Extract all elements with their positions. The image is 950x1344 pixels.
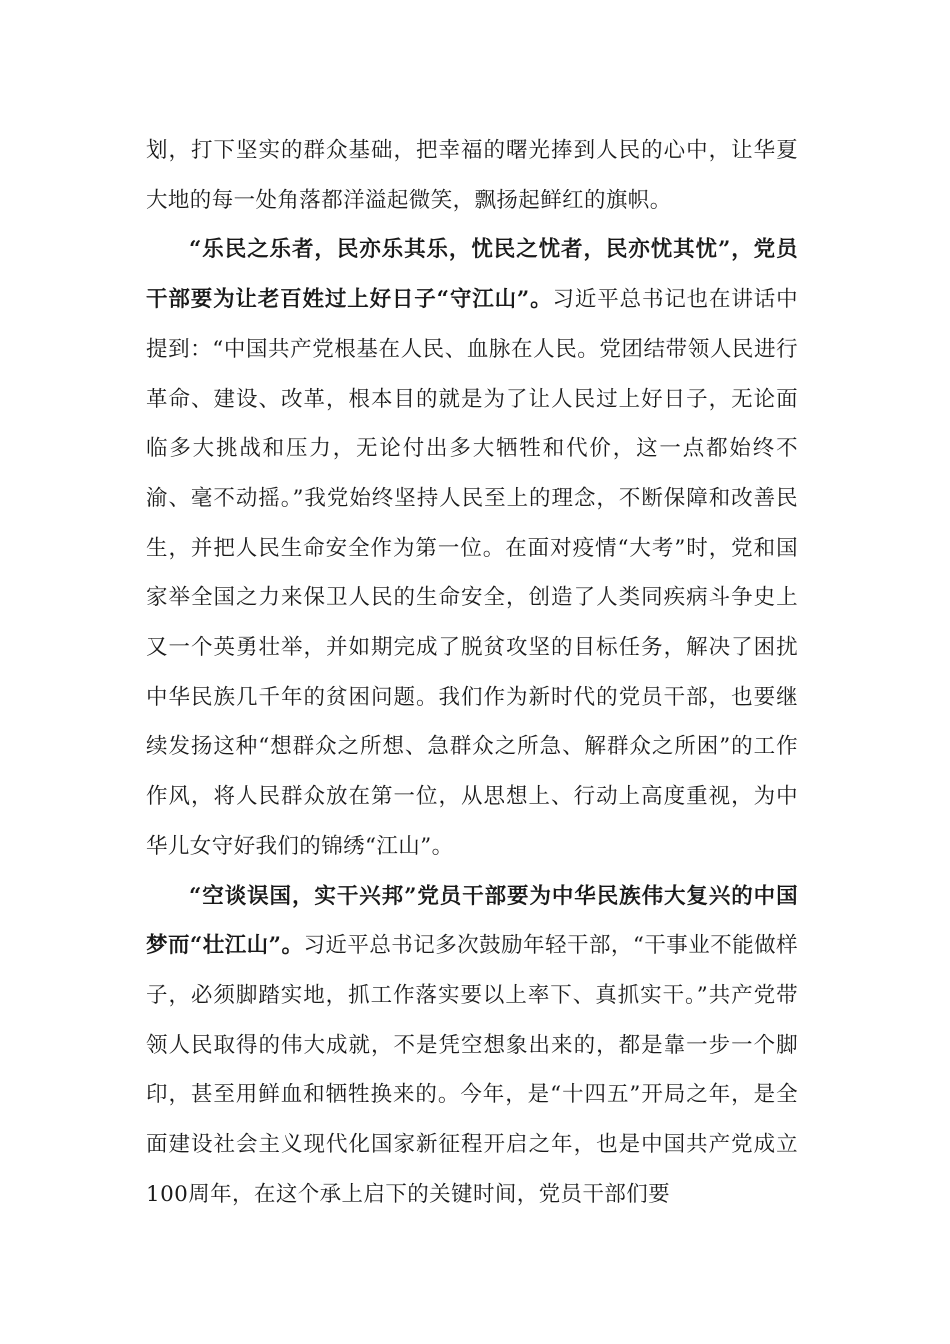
paragraph-1 <box>146 126 798 225</box>
paragraph-3-text: 习近平总书记多次鼓励年轻干部，“干事业不能做样子，必须脚踏实地，抓工作落实要以上率下、真抓实干。”共产党带领人民取得的伟大成就，不是凭空想象出来的，都是靠一步一个脚印，甚至用鲜血和牺牲换来的。今年，是“十四五”开局之年，是全面建设社会主义现代化国家新征程开启之年，也是中国共产党成立100周年，在这个承上启下的关键时间，党员干部们要 <box>146 933 798 1207</box>
paragraph-2-text: 习近平总书记也在讲话中提到：“中国共产党根基在人民、血脉在人民。党团结带领人民进行革命、建设、改革，根本目的就是为了让人民过上好日子，无论面临多大挑战和压力，无论付出多大牺牲和代价，这一点都始终不渝、毫不动摇。”我党始终坚持人民至上的理念，不断保障和改善民生，并把人民生命安全作为第一位。在面对疫情“大考”时，党和国家举全国之力来保卫人民的生命安全，创造了人类同疾病斗争史上又一个英勇壮举，并如期完成了脱贫攻坚的目标任务，解决了困扰中华民族几千年的贫困问题。我们作为新时代的党员干部，也要继续发扬这种“想群众之所想、急群众之所急、解群众之所困”的工作作风，将人民群众放在第一位，从思想上、行动上高度重视，为中华儿女守好我们的锦绣“江山”。 <box>146 287 799 859</box>
paragraph-3 <box>146 872 798 1220</box>
paragraph-1-text: 划，打下坚实的群众基础，把幸福的曙光捧到人民的心中，让华夏大地的每一处角落都洋溢起微笑，飘扬起鲜红的旗帜。 <box>146 138 798 213</box>
paragraph-3-lead: “空谈误国，实干兴邦”党员干部要为中华民族伟大复兴的中国梦而“壮江山”。 <box>146 883 798 959</box>
document-body <box>146 126 798 1219</box>
paragraph-2-lead: “乐民之乐者，民亦乐其乐，忧民之忧者，民亦忧其忧”，党员干部要为让老百姓过上好日子“守江山”。 <box>146 237 798 313</box>
paragraph-2 <box>146 225 798 871</box>
